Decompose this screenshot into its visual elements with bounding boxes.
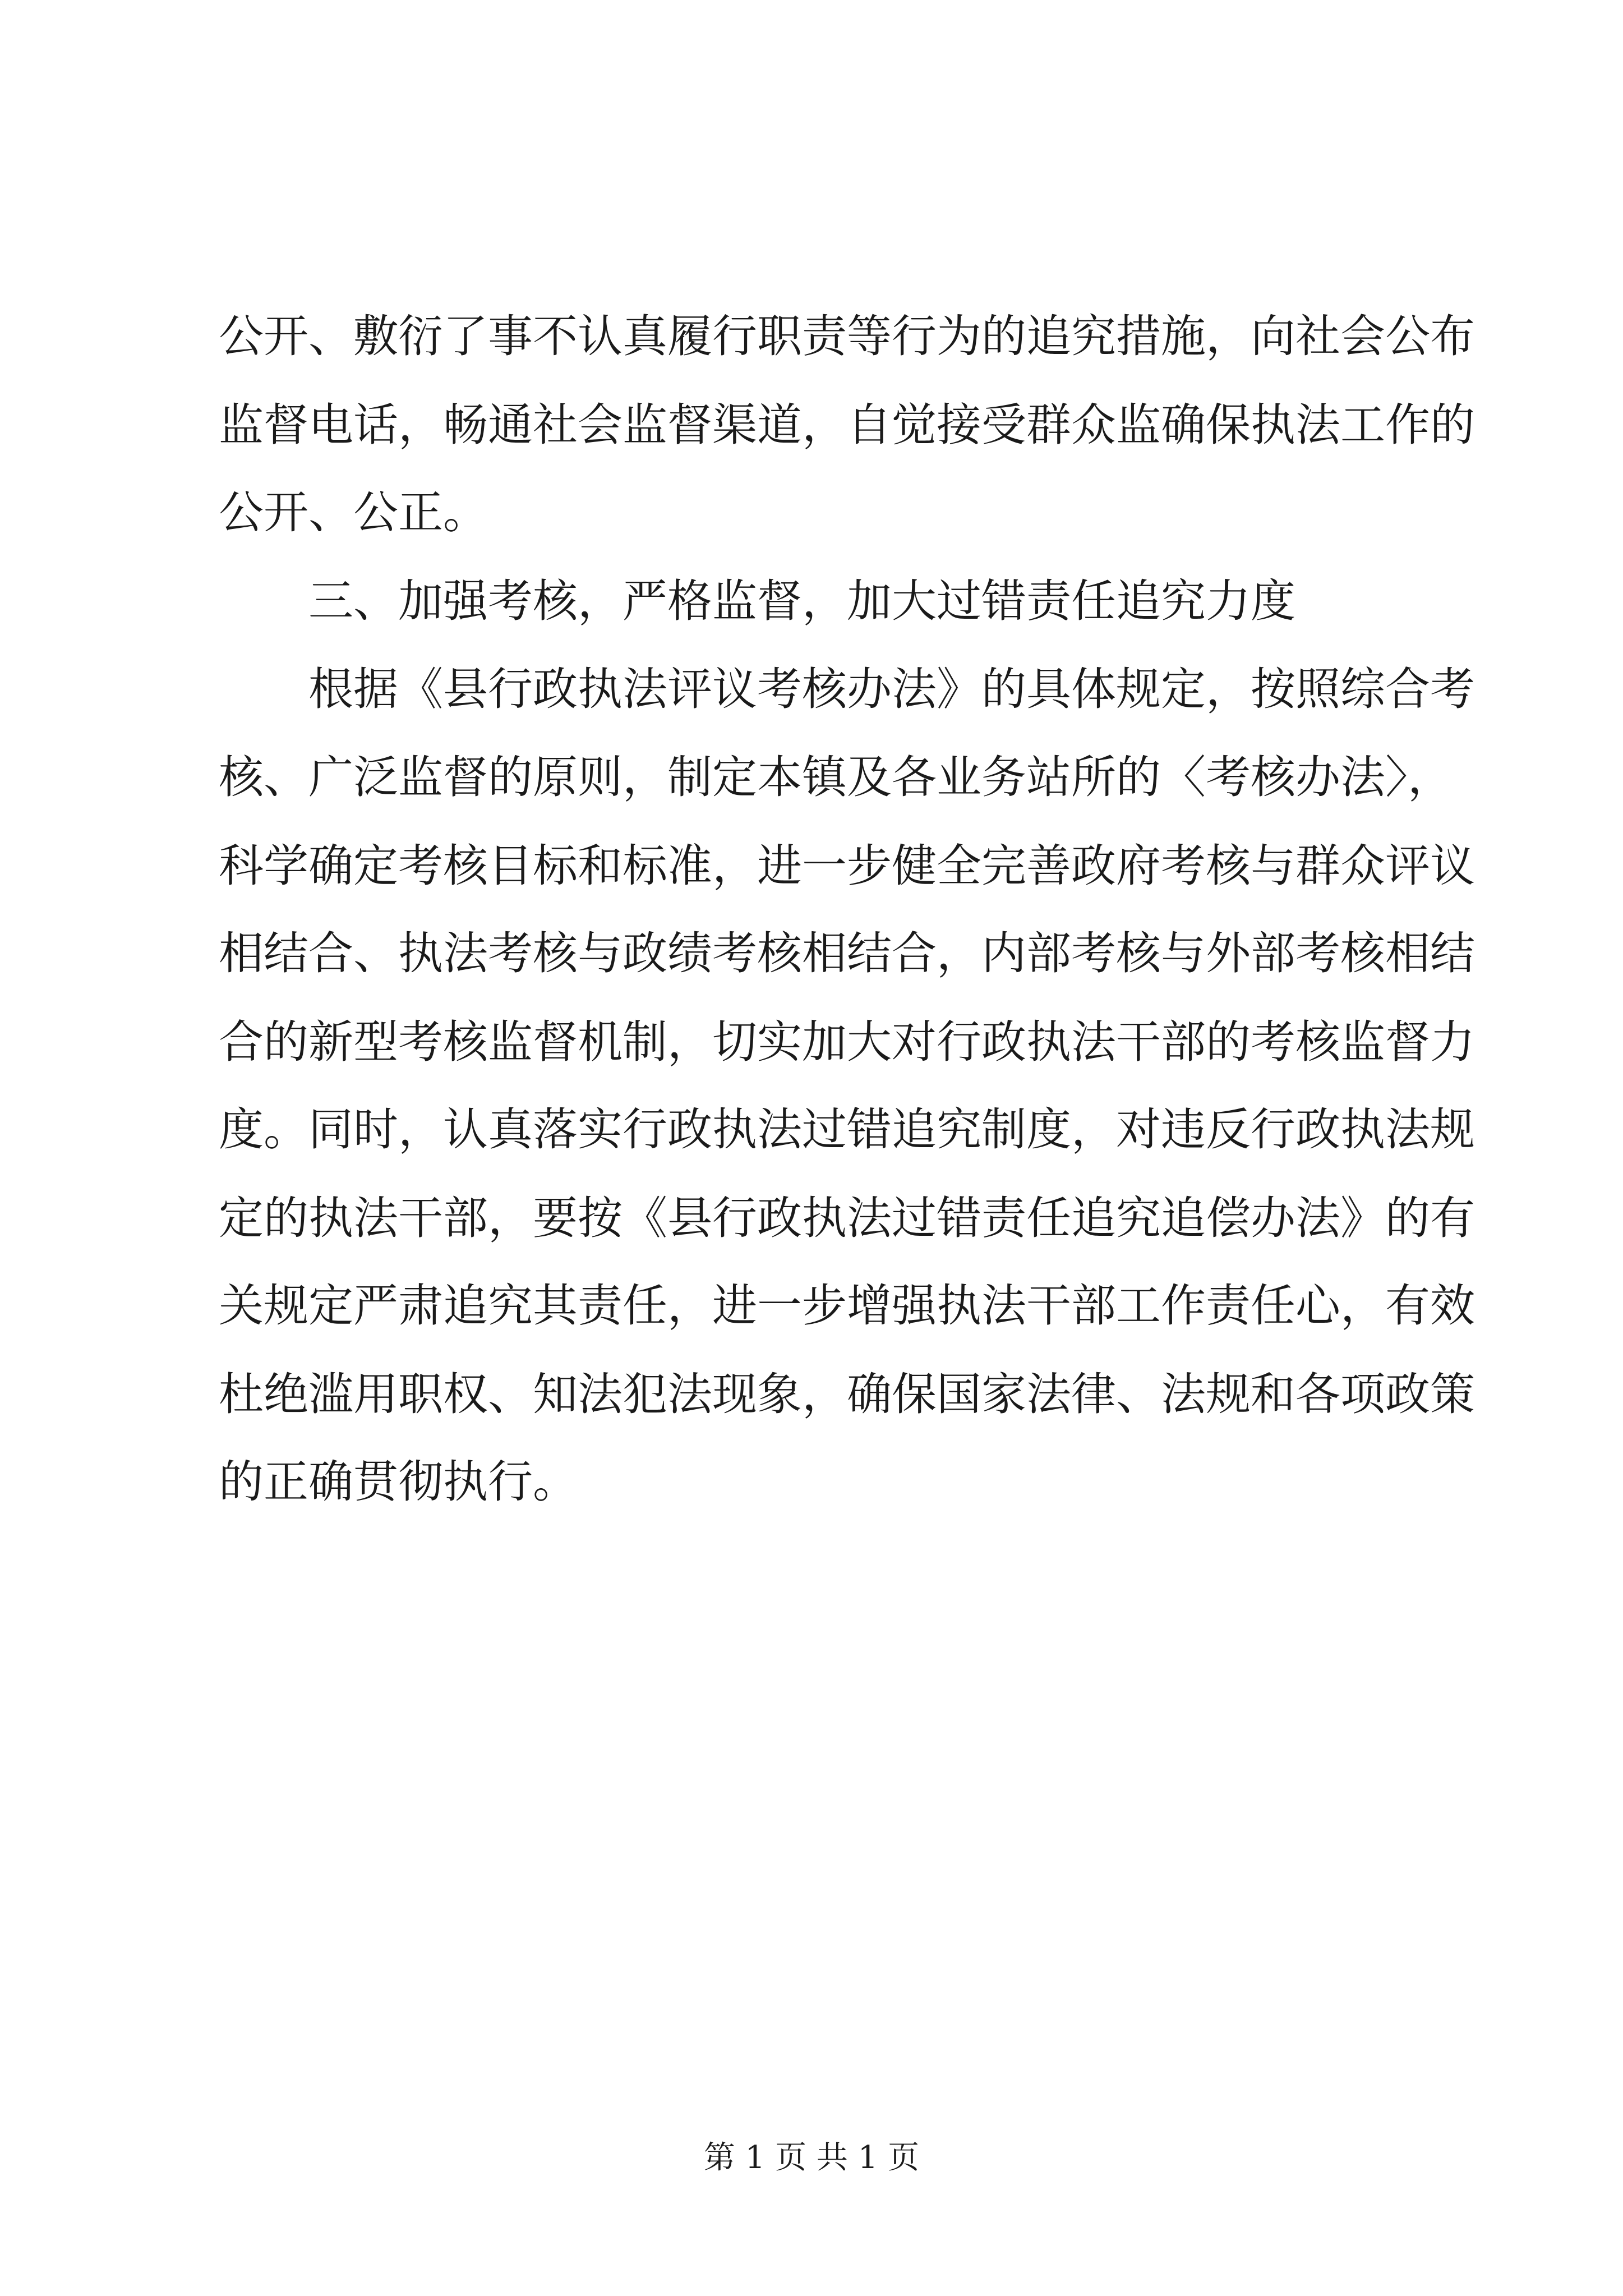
- page-number-footer: 第 1 页 共 1 页: [703, 2139, 920, 2176]
- body-text-line: 定的执法干部，要按《县行政执法过错责任追究追偿办法》的有: [219, 1192, 1475, 1244]
- body-text-line: 相结合、执法考核与政绩考核相结合，内部考核与外部考核相结: [219, 927, 1475, 979]
- section-heading: 三、加强考核，严格监督，加大过错责任追究力度: [308, 575, 1295, 627]
- body-text-line: 度。同时，认真落实行政执法过错追究制度，对违反行政执法规: [219, 1103, 1475, 1156]
- body-text-line: 合的新型考核监督机制，切实加大对行政执法干部的考核监督力: [219, 1016, 1475, 1068]
- body-text-line: 公开、敷衍了事不认真履行职责等行为的追究措施，向社会公布: [219, 310, 1475, 362]
- body-text-line: 关规定严肃追究其责任，进一步增强执法干部工作责任心，有效: [219, 1280, 1475, 1332]
- body-text-line: 的正确贯彻执行。: [219, 1456, 578, 1508]
- body-text-line: 核、广泛监督的原则，制定本镇及各业务站所的〈考核办法〉，: [219, 751, 1453, 803]
- body-text-line: 杜绝滥用职权、知法犯法现象，确保国家法律、法规和各项政策: [219, 1368, 1475, 1420]
- body-text-line: 公开、公正。: [219, 486, 488, 539]
- body-text-line: 根据《县行政执法评议考核办法》的具体规定，按照综合考: [308, 663, 1475, 715]
- body-text-line: 监督电话，畅通社会监督渠道，自觉接受群众监确保执法工作的: [219, 399, 1475, 451]
- body-text-line: 科学确定考核目标和标准，进一步健全完善政府考核与群众评议: [219, 840, 1475, 892]
